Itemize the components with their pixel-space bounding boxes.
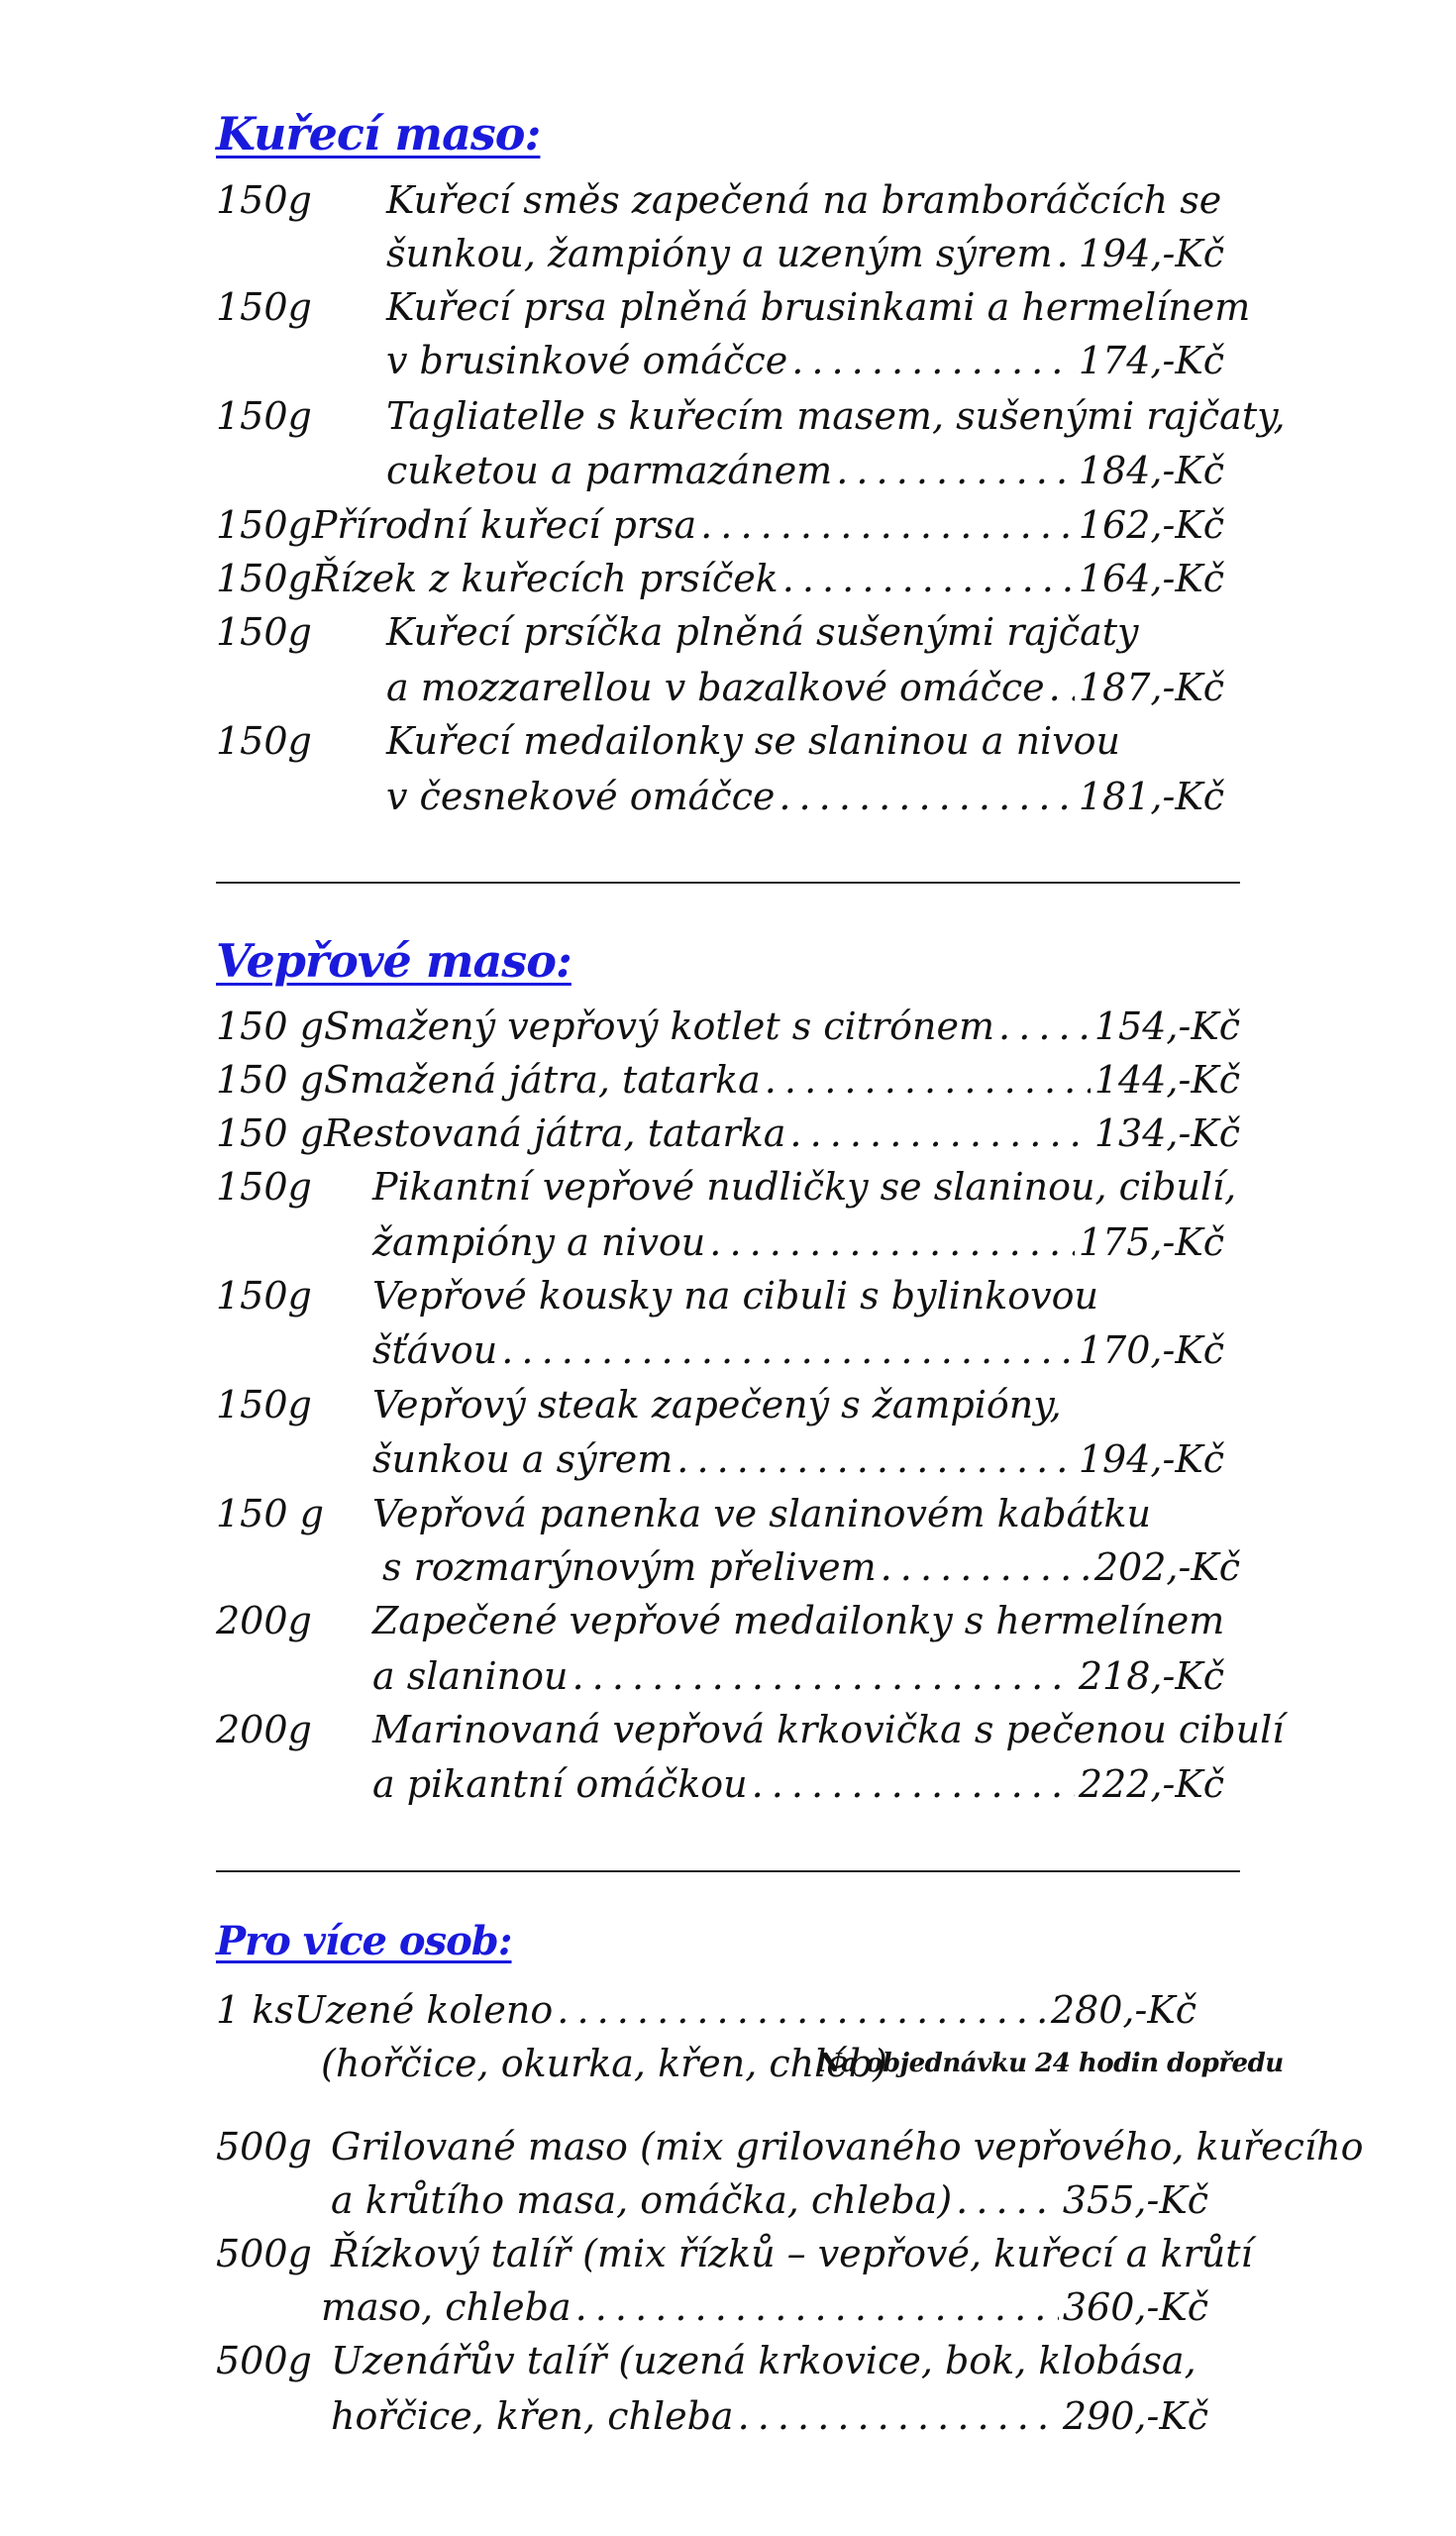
menu-item-price-line <box>372 1323 1224 1377</box>
dot-leader <box>765 1053 1091 1107</box>
dot-leader <box>1049 661 1075 714</box>
menu-item-single-line <box>216 552 1224 605</box>
item-weight: 150g <box>216 285 312 329</box>
item-weight: 200g <box>216 1708 312 1751</box>
menu-item-single-line <box>216 1107 1240 1160</box>
order-note: Na objednávku 24 hodin dopředu <box>818 2049 1284 2078</box>
item-price: 184,-Kč <box>1078 449 1224 492</box>
item-description: Uzené koleno <box>293 1988 554 2032</box>
menu-item-single-line <box>216 498 1224 552</box>
section-heading-group: Pro více osob: <box>216 1918 512 1964</box>
item-description: Zapečené vepřové medailonky s hermelínem <box>372 1599 1225 1642</box>
item-weight: 150g <box>216 394 312 438</box>
menu-item-price-line <box>386 227 1224 280</box>
item-description: Kuřecí směs zapečená na bramboráčcích se <box>386 178 1222 222</box>
menu-item-price-line <box>321 2280 1208 2334</box>
item-price: 222,-Kč <box>1078 1762 1224 1806</box>
item-description-cont: a slaninou <box>372 1654 569 1698</box>
item-price: 360,-Kč <box>1062 2285 1208 2329</box>
item-weight: 150g <box>216 610 312 654</box>
menu-item-single-line <box>216 1053 1240 1107</box>
item-description-cont: (hořčice, okurka, křen, chléb) <box>321 2042 887 2085</box>
item-description-cont: v česnekové omáčce <box>386 775 776 818</box>
dot-leader <box>557 1983 1047 2037</box>
item-description-cont: hořčice, křen, chleba <box>331 2394 734 2438</box>
item-price: 194,-Kč <box>1078 232 1224 275</box>
item-price: 164,-Kč <box>1078 557 1224 600</box>
item-price: 181,-Kč <box>1078 775 1224 818</box>
menu-item-price-line <box>386 444 1224 497</box>
dot-leader <box>1057 227 1075 280</box>
item-description: Uzenářův talíř (uzená krkovice, bok, klobása, <box>331 2339 1196 2382</box>
item-description-cont: a pikantní omáčkou <box>372 1762 748 1806</box>
section-heading-pork: Vepřové maso: <box>216 934 572 988</box>
item-description: Marinovaná vepřová krkovička s pečenou cibulí <box>372 1708 1285 1751</box>
item-description: Kuřecí medailonky se slaninou a nivou <box>386 719 1121 763</box>
item-description: Grilované maso (mix grilovaného vepřového, kuřecího <box>331 2125 1364 2168</box>
item-description-cont: a krůtího masa, omáčka, chleba) <box>331 2178 953 2222</box>
menu-item-price-line <box>386 661 1224 714</box>
menu-item-price-line <box>372 1757 1224 1811</box>
menu-item-single-line <box>216 1983 1196 2037</box>
item-price: 162,-Kč <box>1078 503 1224 547</box>
item-weight: 150 g <box>216 1004 324 1048</box>
item-price: 144,-Kč <box>1093 1058 1240 1102</box>
item-weight: 150g <box>216 1274 312 1318</box>
item-description: Pikantní vepřové nudličky se slaninou, cibulí, <box>372 1165 1237 1209</box>
item-description-cont: v brusinkové omáčce <box>386 339 788 382</box>
dot-leader <box>782 552 1075 605</box>
item-description-cont: a mozzarellou v bazalkové omáčce <box>386 666 1045 709</box>
dot-leader <box>575 2280 1059 2334</box>
item-description-cont: žampióny a nivou <box>372 1220 706 1264</box>
item-description: Řízkový talíř (mix řízků – vepřové, kuřecí a krůtí <box>331 2232 1253 2275</box>
item-weight: 150 g <box>216 1058 324 1102</box>
item-description: Vepřová panenka ve slaninovém kabátku <box>372 1492 1152 1535</box>
item-weight: 150g <box>216 1165 312 1209</box>
menu-item-price-line <box>372 1215 1224 1269</box>
dot-leader <box>791 334 1075 387</box>
dot-leader <box>956 2173 1059 2227</box>
item-weight: 150g <box>216 503 312 547</box>
dot-leader <box>738 2389 1059 2443</box>
item-description: Vepřový steak zapečený s žampióny, <box>372 1383 1062 1426</box>
item-description-cont: šunkou, žampióny a uzeným sýrem <box>386 232 1053 275</box>
item-description-cont: šťávou <box>372 1328 498 1372</box>
item-price: 187,-Kč <box>1078 666 1224 709</box>
menu-item-price-line <box>331 2389 1208 2443</box>
item-weight: 150 g <box>216 1492 324 1535</box>
item-weight: 1 ks <box>216 1988 294 2032</box>
menu-item-price-line <box>386 770 1224 823</box>
dot-leader <box>709 1215 1075 1269</box>
menu-item-price-line <box>372 1649 1224 1703</box>
dot-leader <box>789 1107 1090 1160</box>
section-divider <box>216 1870 1240 1872</box>
item-price: 202,-Kč <box>1093 1545 1240 1589</box>
item-weight: 500g <box>216 2125 312 2168</box>
item-weight: 150g <box>216 1383 312 1426</box>
item-price: 194,-Kč <box>1078 1437 1224 1481</box>
item-description: Kuřecí prsíčka plněná sušenými rajčaty <box>386 610 1139 654</box>
dot-leader <box>998 1000 1091 1053</box>
item-price: 134,-Kč <box>1093 1111 1240 1155</box>
item-description: Smažená játra, tatarka <box>323 1058 761 1102</box>
menu-item-price-line <box>372 1432 1224 1486</box>
dot-leader <box>752 1757 1075 1811</box>
menu-item-price-line <box>386 334 1224 387</box>
dot-leader <box>836 444 1075 497</box>
item-weight: 150 g <box>216 1111 324 1155</box>
item-description-cont: s rozmarýnovým přelivem <box>382 1545 877 1589</box>
menu-item-price-line <box>331 2173 1208 2227</box>
dot-leader <box>676 1432 1075 1486</box>
item-description: Přírodní kuřecí prsa <box>311 503 697 547</box>
item-weight: 200g <box>216 1599 312 1642</box>
menu-item-single-line <box>216 1000 1240 1053</box>
dot-leader <box>779 770 1075 823</box>
item-description: Vepřové kousky na cibuli s bylinkovou <box>372 1274 1099 1318</box>
dot-leader <box>881 1540 1091 1594</box>
item-price: 290,-Kč <box>1062 2394 1208 2438</box>
item-weight: 500g <box>216 2339 312 2382</box>
dot-leader <box>501 1323 1075 1377</box>
item-price: 174,-Kč <box>1078 339 1224 382</box>
item-price: 280,-Kč <box>1050 1988 1196 2032</box>
item-description: Restovaná játra, tatarka <box>323 1111 786 1155</box>
dot-leader <box>700 498 1075 552</box>
item-description-cont: šunkou a sýrem <box>372 1437 674 1481</box>
item-weight: 500g <box>216 2232 312 2275</box>
item-price: 355,-Kč <box>1062 2178 1208 2222</box>
item-price: 170,-Kč <box>1078 1328 1224 1372</box>
item-description: Tagliatelle s kuřecím masem, sušenými rajčaty, <box>386 394 1286 438</box>
item-description-cont: maso, chleba <box>321 2285 572 2329</box>
item-description: Smažený vepřový kotlet s citrónem <box>323 1004 995 1048</box>
item-description: Kuřecí prsa plněná brusinkami a hermelínem <box>386 285 1251 329</box>
section-heading-chicken: Kuřecí maso: <box>216 107 541 160</box>
menu-item-price-line <box>382 1540 1240 1594</box>
item-price: 218,-Kč <box>1078 1654 1224 1698</box>
item-price: 175,-Kč <box>1078 1220 1224 1264</box>
item-weight: 150g <box>216 178 312 222</box>
item-description: Řízek z kuřecích prsíček <box>311 557 779 600</box>
item-price: 154,-Kč <box>1093 1004 1240 1048</box>
dot-leader <box>572 1649 1075 1703</box>
item-weight: 150g <box>216 557 312 600</box>
section-divider <box>216 882 1240 884</box>
item-weight: 150g <box>216 719 312 763</box>
item-description-cont: cuketou a parmazánem <box>386 449 833 492</box>
